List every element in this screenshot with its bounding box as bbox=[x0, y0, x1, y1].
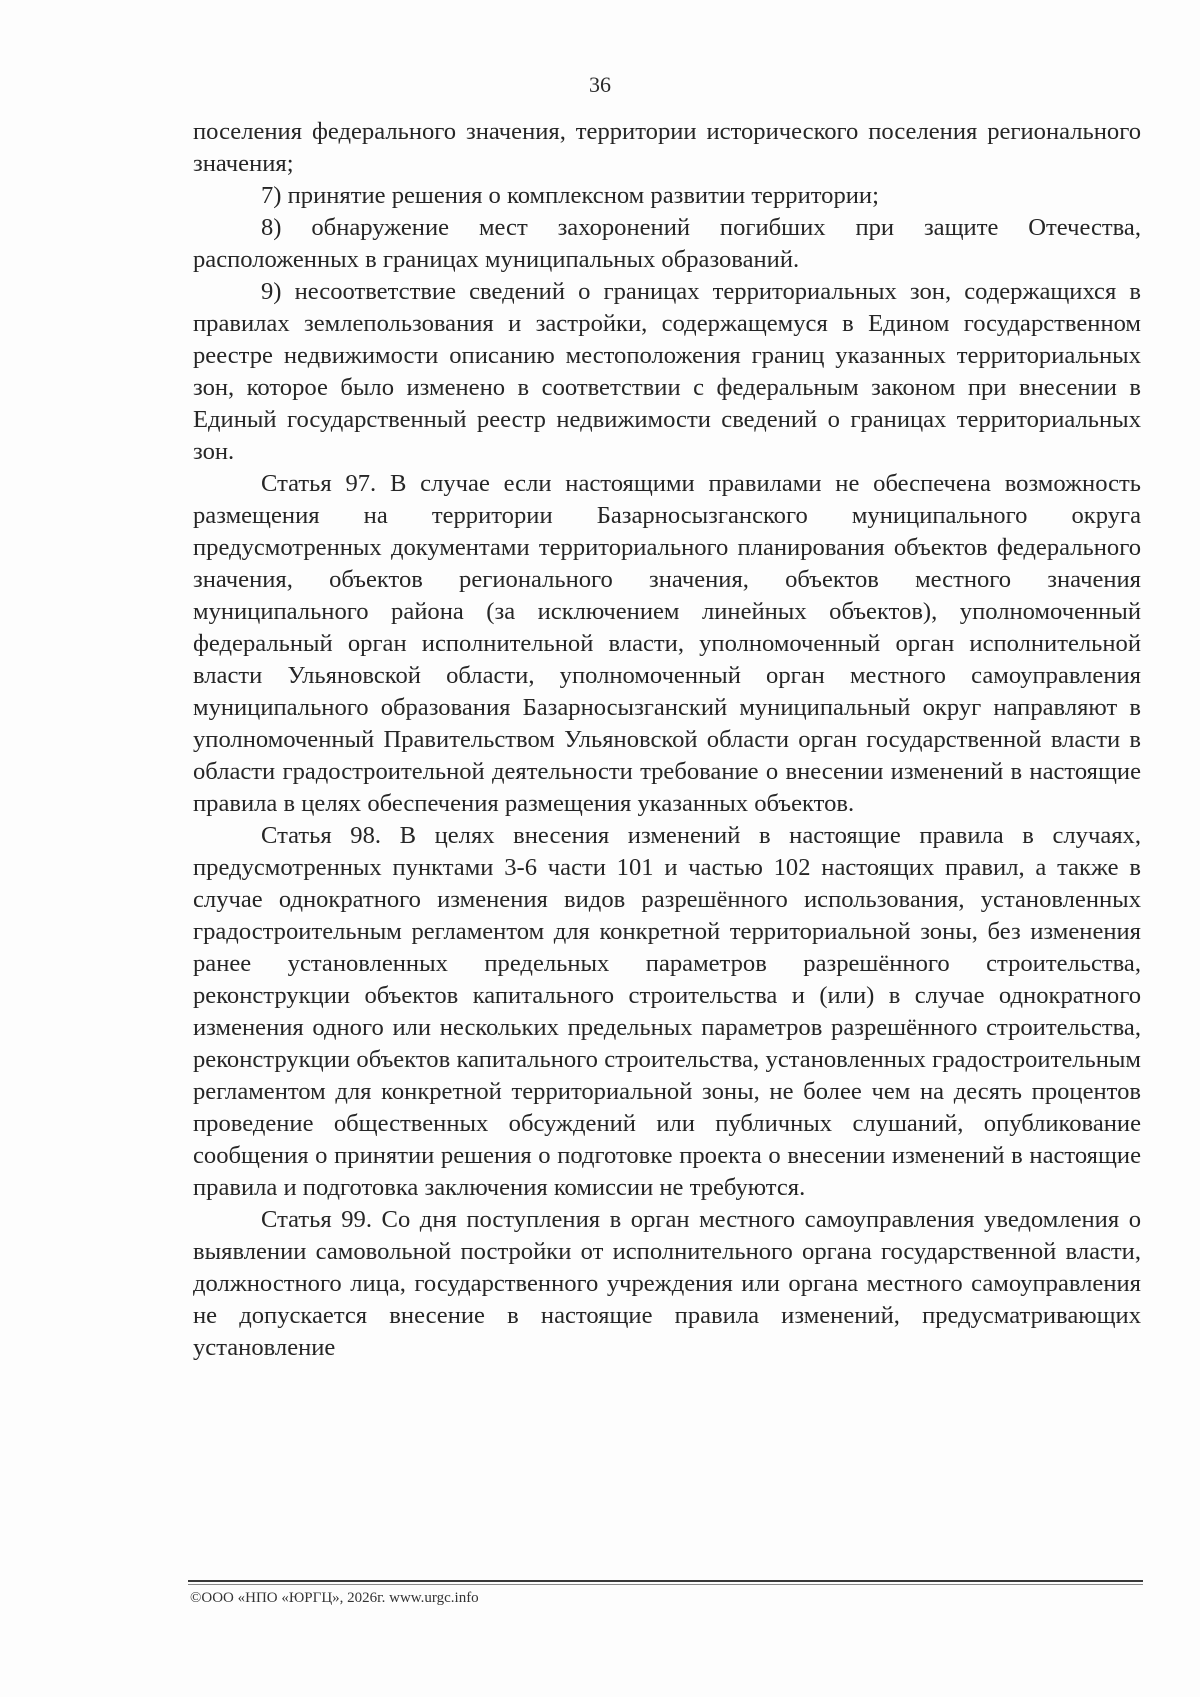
paragraph-item-8: 8) обнаружение мест захоронений погибших при защите Отечества, расположенных в границах муниципальных образований. bbox=[193, 214, 1141, 273]
footer-divider bbox=[188, 1580, 1143, 1582]
paragraph-article-97: Статья 97. В случае если настоящими правилами не обеспечена возможность размещения на территории Базарносызганского муниципального округа предусмотренных документами территориального планирования объектов федерального значения, объектов регионального значения, объектов местного значения муниципального района (за исключением линейных объектов), уполномоченный федеральный орган исполнительной власти, уполномоченный орган исполнительной власти Ульяновской области, уполномоченный орган местного самоуправления муниципального образования Базарносызганский муниципальный округ направляют в уполномоченный Правительством Ульяновской области орган государственной власти в области градостроительной деятельности требование о внесении изменений в настоящие правила в целях обеспечения размещения указанных объектов. bbox=[193, 470, 1141, 817]
document-body bbox=[193, 116, 1141, 1364]
footer-divider-thin bbox=[188, 1584, 1143, 1585]
paragraph-item-9: 9) несоответствие сведений о границах территориальных зон, содержащихся в правилах землепользования и застройки, содержащемуся в Едином государственном реестре недвижимости описанию местоположения границ указанных территориальных зон, которое было изменено в соответствии с федеральным законом при внесении в Единый государственный реестр недвижимости сведений о границах территориальных зон. bbox=[193, 278, 1141, 465]
page-number: 36 bbox=[589, 72, 611, 97]
paragraph-continuation: поселения федерального значения, территории исторического поселения регионального значения; bbox=[193, 118, 1141, 177]
paragraph-article-99: Статья 99. Со дня поступления в орган местного самоуправления уведомления о выявлении самовольной постройки от исполнительного органа государственной власти, должностного лица, государственного учреждения или органа местного самоуправления не допускается внесение в настоящие правила изменений, предусматривающих установление bbox=[193, 1206, 1141, 1361]
footer-copyright: ©ООО «НПО «ЮРГЦ», 2026г. www.urgc.info bbox=[190, 1590, 479, 1606]
paragraph-item-7: 7) принятие решения о комплексном развитии территории; bbox=[261, 182, 879, 209]
paragraph-article-98: Статья 98. В целях внесения изменений в настоящие правила в случаях, предусмотренных пунктами 3-6 части 101 и частью 102 настоящих правил, а также в случае однократного изменения видов разрешённого использования, установленных градостроительным регламентом для конкретной территориальной зоны, без изменения ранее установленных предельных параметров разрешённого строительства, реконструкции объектов капитального строительства и (или) в случае однократного изменения одного или нескольких предельных параметров разрешённого строительства, реконструкции объектов капитального строительства, установленных градостроительным регламентом для конкретной территориальной зоны, не более чем на десять процентов проведение общественных обсуждений или публичных слушаний, опубликование сообщения о принятии решения о подготовке проекта о внесении изменений в настоящие правила и подготовка заключения комиссии не требуются. bbox=[193, 822, 1141, 1201]
